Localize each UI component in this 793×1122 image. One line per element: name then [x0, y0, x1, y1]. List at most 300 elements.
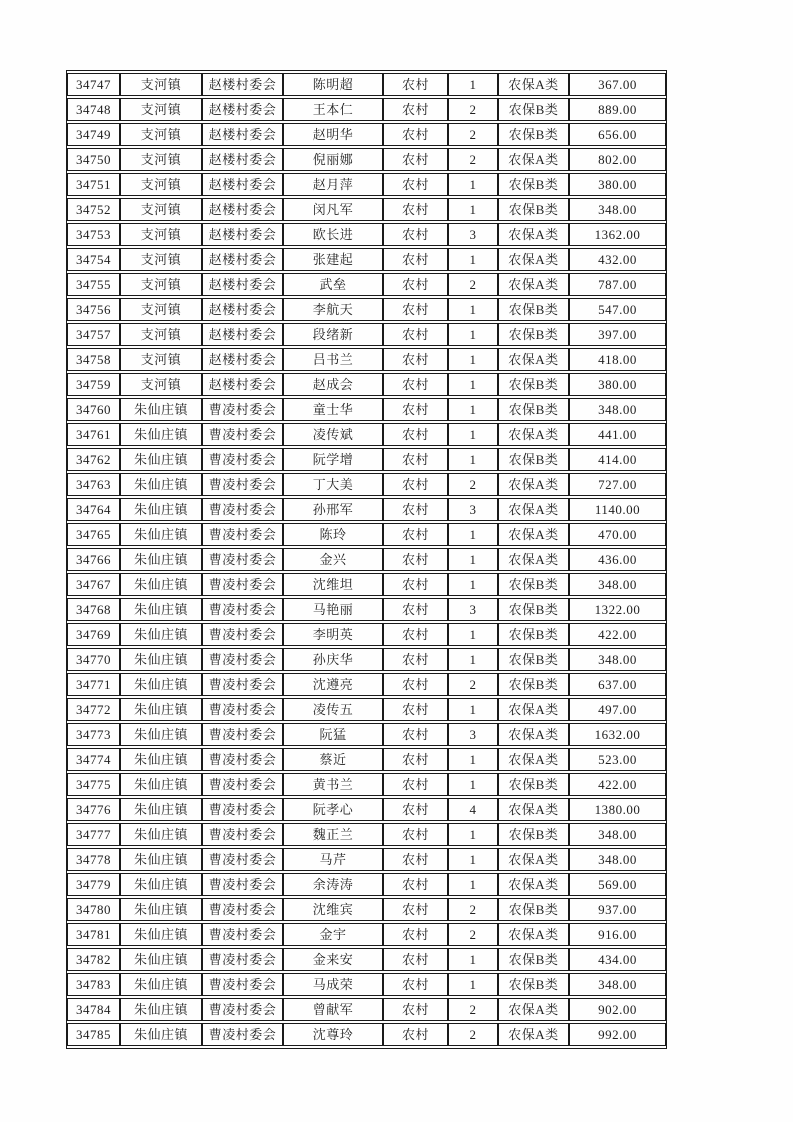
table-cell: 农村 [383, 98, 448, 121]
table-cell: 曹凌村委会 [202, 648, 283, 671]
table-cell: 童士华 [283, 398, 383, 421]
table-cell: 农保A类 [498, 923, 569, 946]
table-cell: 凌传五 [283, 698, 383, 721]
table-cell: 34766 [67, 548, 120, 571]
table-cell: 34772 [67, 698, 120, 721]
table-cell: 曹凌村委会 [202, 698, 283, 721]
table-cell: 农保A类 [498, 473, 569, 496]
table-cell: 朱仙庄镇 [120, 473, 202, 496]
table-cell: 34769 [67, 623, 120, 646]
table-cell: 2 [448, 98, 498, 121]
table-cell: 656.00 [569, 123, 666, 146]
table-cell: 赵楼村委会 [202, 298, 283, 321]
table-cell: 2 [448, 923, 498, 946]
table-cell: 1 [448, 248, 498, 271]
table-cell: 34773 [67, 723, 120, 746]
table-cell: 倪丽娜 [283, 148, 383, 171]
table-cell: 赵明华 [283, 123, 383, 146]
table-cell: 农保B类 [498, 323, 569, 346]
table-cell: 农村 [383, 198, 448, 221]
table-cell: 农保B类 [498, 398, 569, 421]
table-cell: 农村 [383, 123, 448, 146]
table-cell: 农村 [383, 473, 448, 496]
table-cell: 支河镇 [120, 273, 202, 296]
table-cell: 支河镇 [120, 98, 202, 121]
table-cell: 34762 [67, 448, 120, 471]
table-cell: 朱仙庄镇 [120, 773, 202, 796]
table-cell: 1 [448, 748, 498, 771]
table-cell: 2 [448, 273, 498, 296]
table-cell: 金来安 [283, 948, 383, 971]
table-cell: 朱仙庄镇 [120, 948, 202, 971]
table-cell: 朱仙庄镇 [120, 898, 202, 921]
table-cell: 1 [448, 198, 498, 221]
table-row [67, 948, 666, 971]
table-row [67, 673, 666, 696]
table-cell: 农保A类 [498, 498, 569, 521]
table-cell: 3 [448, 498, 498, 521]
table-cell: 农村 [383, 498, 448, 521]
table-cell: 吕书兰 [283, 348, 383, 371]
table-cell: 农村 [383, 148, 448, 171]
table-cell: 曹凌村委会 [202, 623, 283, 646]
table-cell: 王本仁 [283, 98, 383, 121]
table-row [67, 123, 666, 146]
table-row [67, 498, 666, 521]
table-cell: 朱仙庄镇 [120, 1023, 202, 1046]
table-cell: 348.00 [569, 823, 666, 846]
table-row [67, 698, 666, 721]
table-cell: 曹凌村委会 [202, 523, 283, 546]
table-cell: 34747 [67, 73, 120, 96]
table-cell: 农村 [383, 1023, 448, 1046]
table-cell: 朱仙庄镇 [120, 748, 202, 771]
table-row [67, 398, 666, 421]
table-cell: 农村 [383, 273, 448, 296]
table-cell: 朱仙庄镇 [120, 698, 202, 721]
table-cell: 34770 [67, 648, 120, 671]
table-cell: 1380.00 [569, 798, 666, 821]
table-cell: 34779 [67, 873, 120, 896]
table-cell: 34771 [67, 673, 120, 696]
table-cell: 曹凌村委会 [202, 723, 283, 746]
table-cell: 农村 [383, 598, 448, 621]
table-row [67, 973, 666, 996]
table-cell: 曹凌村委会 [202, 673, 283, 696]
table-cell: 434.00 [569, 948, 666, 971]
table-cell: 34765 [67, 523, 120, 546]
table-cell: 1 [448, 973, 498, 996]
table-cell: 赵楼村委会 [202, 73, 283, 96]
table-cell: 赵楼村委会 [202, 98, 283, 121]
table-row [67, 348, 666, 371]
table-cell: 34759 [67, 373, 120, 396]
table-cell: 1 [448, 423, 498, 446]
table-row [67, 648, 666, 671]
table-cell: 1140.00 [569, 498, 666, 521]
table-cell: 曹凌村委会 [202, 873, 283, 896]
table-cell: 2 [448, 673, 498, 696]
table-cell: 农保A类 [498, 848, 569, 871]
table-cell: 农保B类 [498, 198, 569, 221]
table-cell: 380.00 [569, 373, 666, 396]
table-cell: 农保A类 [498, 998, 569, 1021]
benefits-table [66, 70, 667, 1049]
table-cell: 569.00 [569, 873, 666, 896]
table-row [67, 323, 666, 346]
table-cell: 曹凌村委会 [202, 423, 283, 446]
table-cell: 348.00 [569, 848, 666, 871]
table-cell: 曹凌村委会 [202, 798, 283, 821]
table-cell: 农村 [383, 448, 448, 471]
table-cell: 农保B类 [498, 173, 569, 196]
table-cell: 农村 [383, 748, 448, 771]
table-cell: 农村 [383, 323, 448, 346]
table-cell: 34783 [67, 973, 120, 996]
table-row [67, 523, 666, 546]
table-cell: 农保A类 [498, 248, 569, 271]
table-row [67, 473, 666, 496]
table-cell: 1 [448, 173, 498, 196]
table-cell: 农保A类 [498, 798, 569, 821]
table-cell: 农村 [383, 648, 448, 671]
table-cell: 637.00 [569, 673, 666, 696]
table-cell: 3 [448, 223, 498, 246]
table-row [67, 873, 666, 896]
table-cell: 农保A类 [498, 723, 569, 746]
table-cell: 34781 [67, 923, 120, 946]
table-cell: 支河镇 [120, 198, 202, 221]
table-cell: 赵月萍 [283, 173, 383, 196]
table-cell: 902.00 [569, 998, 666, 1021]
table-row [67, 823, 666, 846]
table-cell: 曹凌村委会 [202, 898, 283, 921]
table-cell: 陈明超 [283, 73, 383, 96]
table-cell: 470.00 [569, 523, 666, 546]
table-cell: 农保B类 [498, 673, 569, 696]
table-cell: 1 [448, 348, 498, 371]
table-row [67, 923, 666, 946]
table-cell: 348.00 [569, 573, 666, 596]
table-cell: 农保B类 [498, 898, 569, 921]
table-cell: 朱仙庄镇 [120, 448, 202, 471]
table-cell: 农村 [383, 848, 448, 871]
table-cell: 348.00 [569, 198, 666, 221]
table-cell: 802.00 [569, 148, 666, 171]
table-cell: 34760 [67, 398, 120, 421]
table-cell: 农村 [383, 798, 448, 821]
table-cell: 支河镇 [120, 298, 202, 321]
table-cell: 34750 [67, 148, 120, 171]
table-cell: 朱仙庄镇 [120, 623, 202, 646]
table-cell: 农保A类 [498, 348, 569, 371]
table-cell: 34768 [67, 598, 120, 621]
table-cell: 4 [448, 798, 498, 821]
table-cell: 3 [448, 598, 498, 621]
table-cell: 1 [448, 448, 498, 471]
table-cell: 农保B类 [498, 948, 569, 971]
table-cell: 992.00 [569, 1023, 666, 1046]
table-cell: 凌传斌 [283, 423, 383, 446]
table-cell: 农村 [383, 873, 448, 896]
table-cell: 348.00 [569, 973, 666, 996]
table-cell: 赵成会 [283, 373, 383, 396]
table-cell: 2 [448, 1023, 498, 1046]
table-cell: 阮学增 [283, 448, 383, 471]
table-cell: 支河镇 [120, 223, 202, 246]
table-cell: 1 [448, 648, 498, 671]
table-cell: 农村 [383, 898, 448, 921]
table-row [67, 248, 666, 271]
table-cell: 朱仙庄镇 [120, 673, 202, 696]
table-cell: 曹凌村委会 [202, 398, 283, 421]
table-cell: 农保A类 [498, 873, 569, 896]
table-row [67, 1023, 666, 1046]
table-cell: 34752 [67, 198, 120, 221]
table-cell: 农村 [383, 623, 448, 646]
table-cell: 赵楼村委会 [202, 248, 283, 271]
table-cell: 曹凌村委会 [202, 948, 283, 971]
table-cell: 1 [448, 73, 498, 96]
table-cell: 朱仙庄镇 [120, 798, 202, 821]
table-cell: 916.00 [569, 923, 666, 946]
table-cell: 1 [448, 573, 498, 596]
table-cell: 农保B类 [498, 448, 569, 471]
table-cell: 沈遵亮 [283, 673, 383, 696]
table-cell: 3 [448, 723, 498, 746]
table-cell: 34757 [67, 323, 120, 346]
table-cell: 农村 [383, 698, 448, 721]
table-cell: 422.00 [569, 773, 666, 796]
table-cell: 魏正兰 [283, 823, 383, 846]
table-row [67, 898, 666, 921]
table-cell: 2 [448, 123, 498, 146]
table-cell: 曹凌村委会 [202, 448, 283, 471]
table-cell: 农村 [383, 373, 448, 396]
table-cell: 34763 [67, 473, 120, 496]
table-cell: 34755 [67, 273, 120, 296]
table-cell: 397.00 [569, 323, 666, 346]
table-cell: 418.00 [569, 348, 666, 371]
table-cell: 曹凌村委会 [202, 598, 283, 621]
table-cell: 547.00 [569, 298, 666, 321]
table-cell: 农村 [383, 423, 448, 446]
table-cell: 余涛涛 [283, 873, 383, 896]
table-cell: 农保B类 [498, 98, 569, 121]
table-row [67, 848, 666, 871]
table-cell: 农村 [383, 548, 448, 571]
table-cell: 34748 [67, 98, 120, 121]
table-cell: 422.00 [569, 623, 666, 646]
table-cell: 赵楼村委会 [202, 148, 283, 171]
table-cell: 1362.00 [569, 223, 666, 246]
table-cell: 367.00 [569, 73, 666, 96]
table-cell: 马芹 [283, 848, 383, 871]
table-cell: 1 [448, 848, 498, 871]
table-cell: 赵楼村委会 [202, 348, 283, 371]
table-cell: 赵楼村委会 [202, 223, 283, 246]
table-cell: 34753 [67, 223, 120, 246]
table-cell: 朱仙庄镇 [120, 648, 202, 671]
table-cell: 1632.00 [569, 723, 666, 746]
table-cell: 黄书兰 [283, 773, 383, 796]
table-cell: 朱仙庄镇 [120, 873, 202, 896]
table-cell: 沈尊玲 [283, 1023, 383, 1046]
table-cell: 34784 [67, 998, 120, 1021]
table-cell: 马艳丽 [283, 598, 383, 621]
table-row [67, 573, 666, 596]
table-cell: 农村 [383, 523, 448, 546]
table-cell: 727.00 [569, 473, 666, 496]
table-cell: 武垒 [283, 273, 383, 296]
table-cell: 朱仙庄镇 [120, 823, 202, 846]
table-cell: 朱仙庄镇 [120, 498, 202, 521]
table-cell: 2 [448, 998, 498, 1021]
table-cell: 34758 [67, 348, 120, 371]
table-cell: 1 [448, 948, 498, 971]
table-cell: 34777 [67, 823, 120, 846]
table-cell: 34778 [67, 848, 120, 871]
table-cell: 马成荣 [283, 973, 383, 996]
table-cell: 432.00 [569, 248, 666, 271]
table-cell: 523.00 [569, 748, 666, 771]
table-cell: 闵凡军 [283, 198, 383, 221]
table-cell: 农保B类 [498, 623, 569, 646]
table-cell: 1 [448, 298, 498, 321]
table-cell: 曹凌村委会 [202, 823, 283, 846]
table-cell: 曾献军 [283, 998, 383, 1021]
table-cell: 1322.00 [569, 598, 666, 621]
table-cell: 朱仙庄镇 [120, 723, 202, 746]
table-row [67, 98, 666, 121]
table-cell: 2 [448, 148, 498, 171]
table-row [67, 798, 666, 821]
table-cell: 1 [448, 698, 498, 721]
table-cell: 赵楼村委会 [202, 173, 283, 196]
table-cell: 436.00 [569, 548, 666, 571]
table-cell: 414.00 [569, 448, 666, 471]
table-row [67, 448, 666, 471]
table-cell: 赵楼村委会 [202, 198, 283, 221]
table-cell: 曹凌村委会 [202, 998, 283, 1021]
table-cell: 孙庆华 [283, 648, 383, 671]
table-cell: 曹凌村委会 [202, 1023, 283, 1046]
table-cell: 农村 [383, 823, 448, 846]
table-cell: 支河镇 [120, 373, 202, 396]
table-cell: 农保B类 [498, 973, 569, 996]
table-cell: 农村 [383, 923, 448, 946]
table-cell: 农村 [383, 223, 448, 246]
table-row [67, 373, 666, 396]
table-cell: 农保A类 [498, 223, 569, 246]
table-cell: 农保A类 [498, 1023, 569, 1046]
table-cell: 34756 [67, 298, 120, 321]
table-row [67, 198, 666, 221]
table-cell: 农村 [383, 773, 448, 796]
benefits-table-grid [67, 71, 666, 1048]
table-cell: 34776 [67, 798, 120, 821]
table-cell: 农村 [383, 348, 448, 371]
table-cell: 赵楼村委会 [202, 373, 283, 396]
table-cell: 欧长进 [283, 223, 383, 246]
table-row [67, 298, 666, 321]
table-row [67, 723, 666, 746]
table-cell: 937.00 [569, 898, 666, 921]
table-cell: 农村 [383, 573, 448, 596]
table-cell: 34785 [67, 1023, 120, 1046]
table-row [67, 548, 666, 571]
table-cell: 曹凌村委会 [202, 973, 283, 996]
table-cell: 农保B类 [498, 573, 569, 596]
table-cell: 农村 [383, 998, 448, 1021]
table-cell: 支河镇 [120, 323, 202, 346]
table-cell: 497.00 [569, 698, 666, 721]
table-cell: 朱仙庄镇 [120, 973, 202, 996]
table-cell: 农村 [383, 73, 448, 96]
table-cell: 赵楼村委会 [202, 323, 283, 346]
table-cell: 农村 [383, 398, 448, 421]
table-cell: 曹凌村委会 [202, 773, 283, 796]
table-cell: 34782 [67, 948, 120, 971]
table-row [67, 598, 666, 621]
table-cell: 赵楼村委会 [202, 123, 283, 146]
table-cell: 34764 [67, 498, 120, 521]
table-cell: 农保A类 [498, 273, 569, 296]
table-cell: 348.00 [569, 398, 666, 421]
table-cell: 农保B类 [498, 298, 569, 321]
table-cell: 1 [448, 523, 498, 546]
table-row [67, 748, 666, 771]
table-cell: 348.00 [569, 648, 666, 671]
table-cell: 朱仙庄镇 [120, 423, 202, 446]
table-cell: 农村 [383, 673, 448, 696]
table-cell: 农村 [383, 948, 448, 971]
table-cell: 朱仙庄镇 [120, 398, 202, 421]
table-row [67, 223, 666, 246]
table-row [67, 273, 666, 296]
table-cell: 曹凌村委会 [202, 748, 283, 771]
table-cell: 朱仙庄镇 [120, 523, 202, 546]
table-row [67, 423, 666, 446]
table-cell: 农村 [383, 973, 448, 996]
table-cell: 沈维坦 [283, 573, 383, 596]
table-cell: 1 [448, 623, 498, 646]
table-cell: 李航天 [283, 298, 383, 321]
table-cell: 蔡近 [283, 748, 383, 771]
table-cell: 赵楼村委会 [202, 273, 283, 296]
table-cell: 曹凌村委会 [202, 498, 283, 521]
table-cell: 朱仙庄镇 [120, 548, 202, 571]
table-cell: 441.00 [569, 423, 666, 446]
table-row [67, 148, 666, 171]
table-cell: 380.00 [569, 173, 666, 196]
table-cell: 1 [448, 548, 498, 571]
table-cell: 阮猛 [283, 723, 383, 746]
table-row [67, 73, 666, 96]
table-cell: 朱仙庄镇 [120, 848, 202, 871]
table-cell: 1 [448, 773, 498, 796]
table-cell: 34754 [67, 248, 120, 271]
table-cell: 2 [448, 473, 498, 496]
table-cell: 34767 [67, 573, 120, 596]
table-cell: 农保B类 [498, 123, 569, 146]
table-cell: 李明英 [283, 623, 383, 646]
table-cell: 农保B类 [498, 598, 569, 621]
table-cell: 丁大美 [283, 473, 383, 496]
table-cell: 1 [448, 323, 498, 346]
table-cell: 农保A类 [498, 73, 569, 96]
table-cell: 金宇 [283, 923, 383, 946]
